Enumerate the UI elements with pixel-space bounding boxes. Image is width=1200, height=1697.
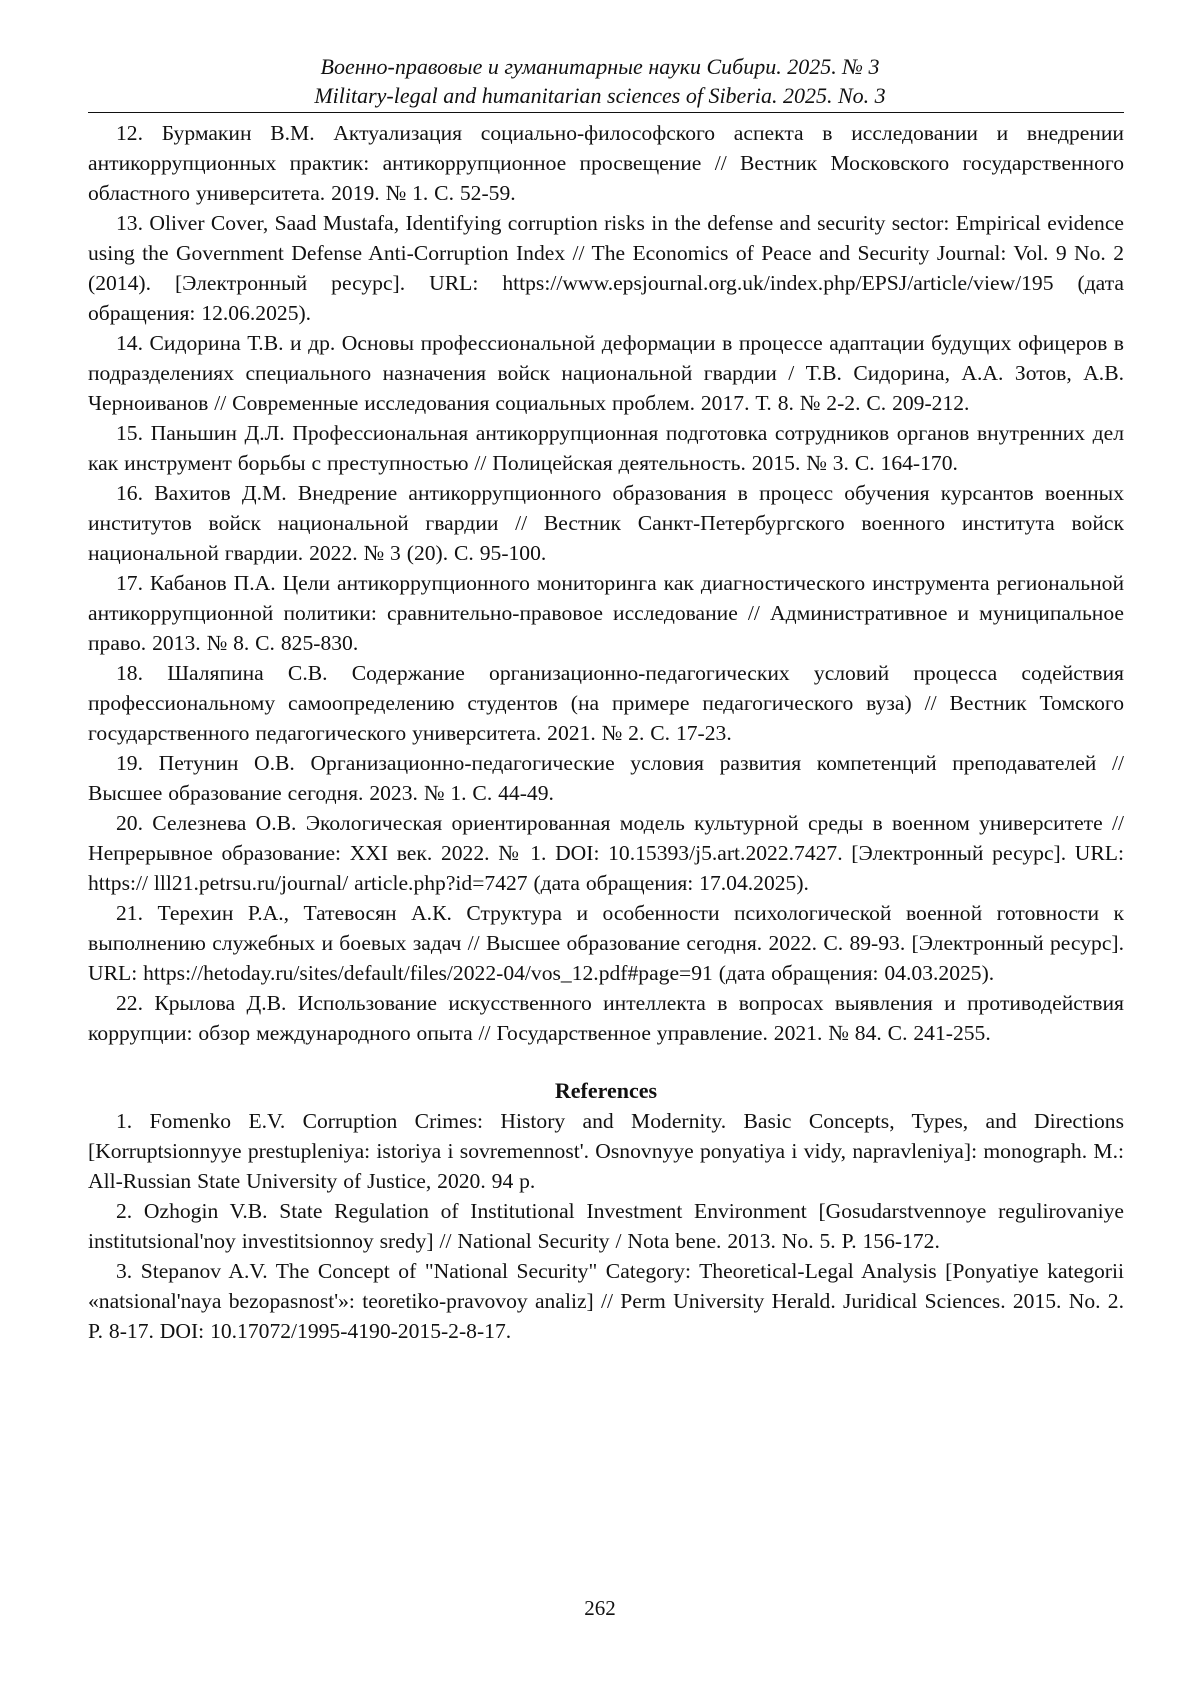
reference-item-13: 13. Oliver Cover, Saad Mustafa, Identifying corruption risks in the defense and security sector: Empirical evidence using the Government Defense Anti-Corruption Index // The Economics of Peace and Security Journal: Vol. 9 No. 2 (2014). [Электронный ресурс]. URL: https://www.epsjournal.org.uk/index.php/EPSJ/article/view/195 (дата обращения: 12.06.2025). [88,211,1124,325]
reference-item-19: 19. Петунин О.В. Организационно-педагогические условия развития компетенций преподавателей // Высшее образование сегодня. 2023. № 1. С. 44-49. [88,751,1124,805]
reference-item-18: 18. Шаляпина С.В. Содержание организационно-педагогических условий процесса содействия профессиональному самоопределению студентов (на примере педагогического вуза) // Вестник Томского государственного педагогического университета. 2021. № 2. С. 17-23. [88,661,1124,745]
reference-list [88,118,1124,1346]
reference-item-12: 12. Бурмакин В.М. Актуализация социально-философского аспекта в исследовании и внедрении антикоррупционных практик: антикоррупционное просвещение // Вестник Московского государственного областного университета. 2019. № 1. С. 52-59. [88,121,1124,205]
page-number: 262 [584,1596,616,1620]
reference-item-17: 17. Кабанов П.А. Цели антикоррупционного мониторинга как диагностического инструмента региональной антикоррупционной политики: сравнительно-правовое исследование // Административное и муниципальное право. 2013. № 8. С. 825-830. [88,571,1124,655]
running-header [88,52,1112,110]
reference-item-15: 15. Паньшин Д.Л. Профессиональная антикоррупционная подготовка сотрудников органов внутренних дел как инструмент борьбы с преступностью // Полицейская деятельность. 2015. № 3. С. 164-170. [88,421,1124,475]
reference-item-16: 16. Вахитов Д.М. Внедрение антикоррупционного образования в процесс обучения курсантов военных институтов войск национальной гвардии // Вестник Санкт-Петербургского военного института войск национальной гвардии. 2022. № 3 (20). С. 95-100. [88,481,1124,565]
reference-item-21: 21. Терехин Р.А., Татевосян А.К. Структура и особенности психологической военной готовности к выполнению служебных и боевых задач // Высшее образование сегодня. 2022. С. 89-93. [Электронный ресурс]. URL: https://hetoday.ru/sites/default/files/2022-04/vos_12.pdf#page=91 (дата обращения: 04.03.2025). [88,901,1124,985]
reference-item-20: 20. Селезнева О.В. Экологическая ориентированная модель культурной среды в военном университете // Непрерывное образование: XXI век. 2022. № 1. DOI: 10.15393/j5.art.2022.7427. [Электронный ресурс]. URL: https:// lll21.petrsu.ru/journal/ article.php?id=7427 (дата обращения: 17.04.2025). [88,811,1124,895]
reference-en-item-1: 1. Fomenko E.V. Corruption Crimes: History and Modernity. Basic Concepts, Types, and Directions [Korruptsionnyye prestupleniya: istoriya i sovremennost'. Osnovnyye ponyatiya i vidy, napravleniya]: monograph. M.: All-Russian State University of Justice, 2020. 94 p. [88,1109,1124,1193]
header-line-english: Military-legal and humanitarian sciences of Siberia. 2025. No. 3 [314,83,886,108]
reference-en-item-2: 2. Ozhogin V.B. State Regulation of Institutional Investment Environment [Gosudarstvennoye regulirovaniye institutsional'noy investitsionnoy sredy] // National Security / Nota bene. 2013. No. 5. P. 156-172. [88,1199,1124,1253]
reference-item-22: 22. Крылова Д.В. Использование искусственного интеллекта в вопросах выявления и противодействия коррупции: обзор международного опыта // Государственное управление. 2021. № 84. С. 241-255. [88,991,1124,1045]
references-heading: References [554,1078,658,1103]
reference-item-14: 14. Сидорина Т.В. и др. Основы профессиональной деформации в процессе адаптации будущих офицеров в подразделениях специального назначения войск национальной гвардии / Т.В. Сидорина, А.А. Зотов, А.В. Черноиванов // Современные исследования социальных проблем. 2017. Т. 8. № 2-2. С. 209-212. [88,331,1124,415]
header-rule [88,112,1124,113]
header-line-russian: Военно-правовые и гуманитарные науки Сибири. 2025. № 3 [320,54,880,79]
reference-en-item-3: 3. Stepanov A.V. The Concept of "National Security" Category: Theoretical-Legal Analysis [Ponyatiye kategorii «natsional'naya bezopasnost'»: teoretiko-pravovoy analiz] // Perm University Herald. Juridical Sciences. 2015. No. 2. P. 8-17. DOI: 10.17072/1995-4190-2015-2-8-17. [88,1259,1124,1343]
